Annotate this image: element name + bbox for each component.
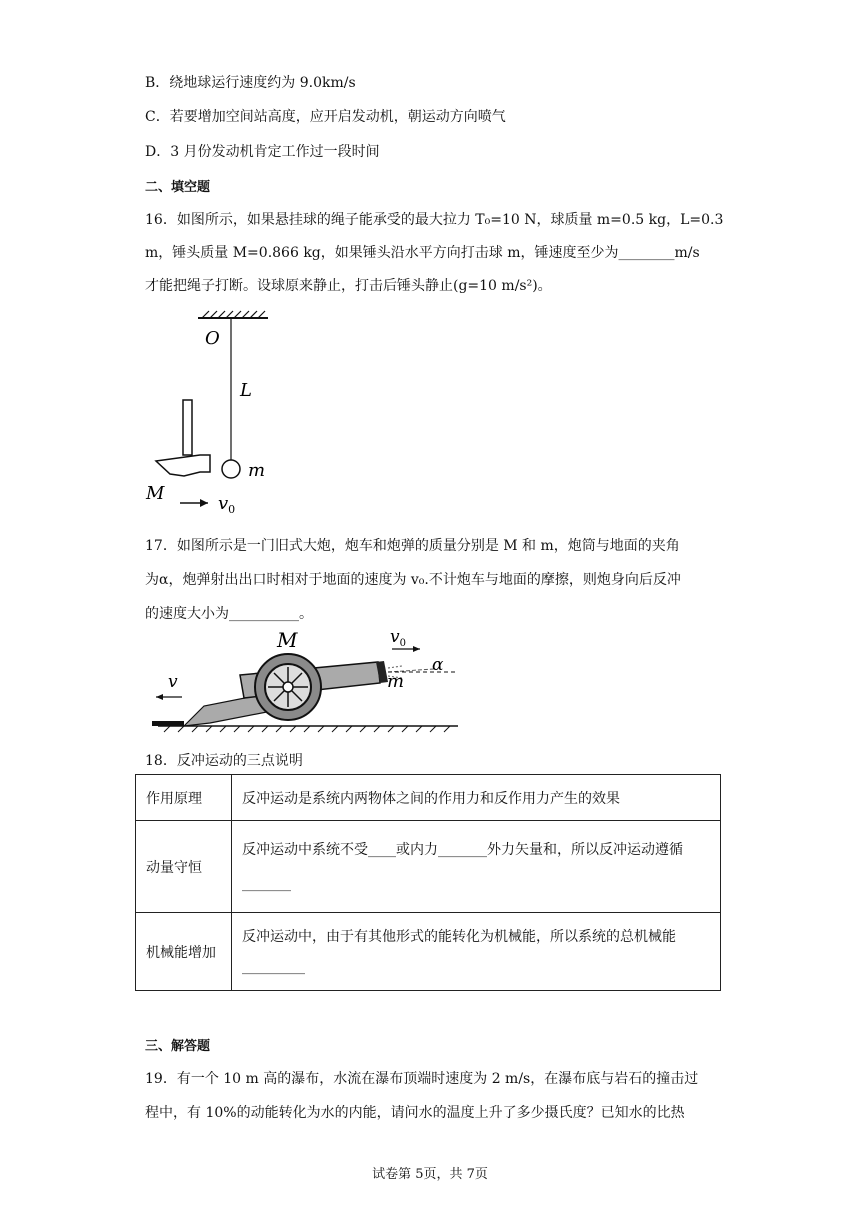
option-d: D．3 月份发动机肯定工作过一段时间 — [145, 144, 380, 160]
cannon-figure — [140, 625, 470, 743]
table-row — [136, 913, 721, 991]
table-cell: 反冲运动中，由于有其他形式的能转化为机械能，所以系统的总机械能 _________ — [232, 913, 721, 991]
table-cell: 机械能增加 — [136, 913, 232, 991]
q16-line-2: m，锤头质量 M=0.866 kg，如果锤头沿水平方向打击球 m，锤速度至少为________m/s — [145, 245, 700, 261]
label-v0: $v_0$ — [218, 493, 236, 516]
section-fill-in-blank: 二、填空题 — [145, 180, 211, 195]
q18-title: 18．反冲运动的三点说明 — [145, 753, 303, 769]
label-L: L — [240, 380, 252, 401]
table-cell: 反冲运动是系统内两物体之间的作用力和反作用力产生的效果 — [232, 775, 721, 821]
pendulum-hammer-figure — [140, 308, 300, 518]
recoil-table — [135, 774, 721, 991]
q17-line-2: 为α，炮弹射出出口时相对于地面的速度为 v₀.不计炮车与地面的摩擦，则炮身向后反冲 — [145, 572, 681, 588]
table-row — [136, 775, 721, 821]
page-footer: 试卷第 5页，共 7页 — [372, 1167, 488, 1182]
cannon-label-v: v — [168, 672, 178, 692]
q16-line-1: 16．如图所示，如果悬挂球的绳子能承受的最大拉力 T₀=10 N，球质量 m=0.5 kg，L=0.3 — [145, 212, 724, 228]
q19-line-2: 程中，有 10%的动能转化为水的内能，请问水的温度上升了多少摄氏度？已知水的比热 — [145, 1105, 685, 1121]
cannon-label-alpha: α — [432, 655, 444, 675]
q17-line-3: 的速度大小为__________。 — [145, 606, 313, 622]
option-c: C．若要增加空间站高度，应开启发动机，朝运动方向喷气 — [145, 109, 506, 125]
label-M: M — [146, 483, 165, 504]
label-O: O — [205, 328, 220, 349]
section-answer: 三、解答题 — [145, 1039, 211, 1054]
cannon-label-m: m — [387, 671, 405, 692]
q16-line-3: 才能把绳子打断。设球原来静止，打击后锤头静止(g=10 m/s²)。 — [145, 278, 552, 294]
table-cell: 反冲运动中系统不受____或内力_______外力矢量和，所以反冲运动遵循 _______ — [232, 821, 721, 913]
option-b: B．绕地球运行速度约为 9.0km/s — [145, 75, 356, 91]
table-cell: 作用原理 — [136, 775, 232, 821]
q19-line-1: 19．有一个 10 m 高的瀑布，水流在瀑布顶端时速度为 2 m/s，在瀑布底与岩石的撞击过 — [145, 1071, 699, 1087]
cannon-label-M: M — [277, 628, 298, 652]
table-row — [136, 821, 721, 913]
q17-line-1: 17．如图所示是一门旧式大炮，炮车和炮弹的质量分别是 M 和 m，炮筒与地面的夹角 — [145, 538, 680, 554]
cannon-label-v0: $v_0$ — [390, 627, 406, 649]
table-cell: 动量守恒 — [136, 821, 232, 913]
label-m: m — [248, 460, 266, 481]
